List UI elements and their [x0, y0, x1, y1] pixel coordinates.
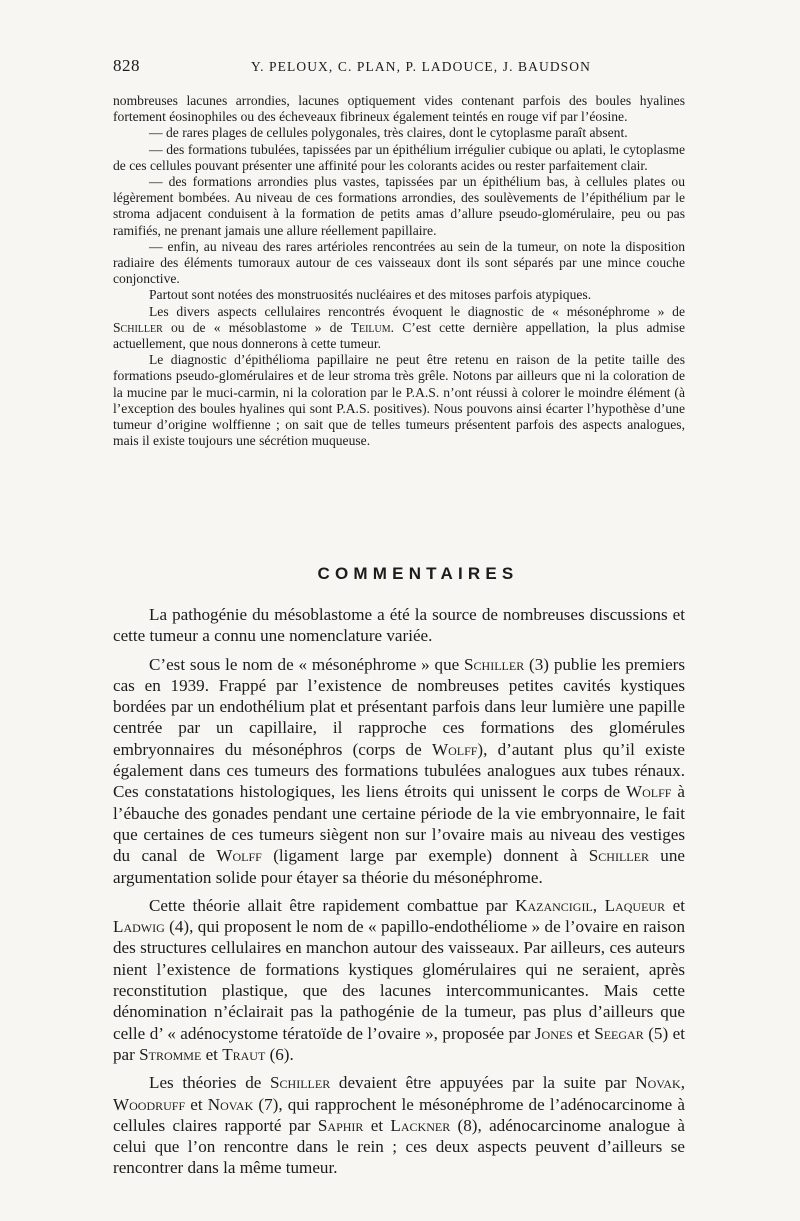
author-name: Woodruff	[113, 1094, 186, 1114]
paragraph: La pathogénie du mésoblastome a été la source de nombreuses discussions et cette tumeur a connu une nomenclature variée.	[113, 605, 685, 646]
author-name: Seegar	[594, 1023, 644, 1043]
paragraph: — de rares plages de cellules polygonales, très claires, dont le cytoplasme paraît absent.	[149, 125, 628, 141]
author-name: Novak	[207, 1094, 254, 1114]
running-head-authors: Y. PELOUX, C. PLAN, P. LADOUCE, J. BAUDSON	[251, 59, 591, 74]
author-name: Wolff	[625, 782, 672, 802]
page-number: 828	[113, 56, 140, 75]
paragraph: Partout sont notées des monstruosités nucléaires et des mitoses parfois atypiques.	[149, 287, 592, 303]
author-name: Traut	[222, 1044, 266, 1064]
author-name: Teilum	[350, 319, 391, 335]
commentary-body	[113, 604, 685, 1186]
author-name: Lackner	[390, 1115, 451, 1135]
paragraph: Cette théorie allait être rapidement combattue par Kazancigil, Laqueur et Ladwig (4), qui proposent le nom de « papillo-endothéliome » de l’ovaire en raison des structures cellulaires en manchon autour des vaisseaux. Par ailleurs, ces auteurs nient l’existence de formations kystiques glomérulaires qui ne seraient, après reconstitution plastique, que des lacunes intercommunicantes. Mais cette dénomination n’éclairait pas la pathogénie de la tumeur, pas plus d’ailleurs que celle d’ « adénocystome tératoïde de l’ovaire », proposée par Jones et Seegar (5) et par Stromme et Traut (6).	[113, 895, 685, 1064]
author-name: Saphir	[317, 1115, 364, 1135]
author-name: Novak	[635, 1073, 681, 1093]
paragraph: nombreuses lacunes arrondies, lacunes optiquement vides contenant parfois des boules hyalines fortement éosinophiles ou des écheveaux fibrineux également teintés en rouge vif par l’éosine.	[113, 93, 685, 125]
paragraph: — des formations arrondies plus vastes, tapissées par un épithélium bas, à cellules plates ou légèrement bombées. Au niveau de ces formations arrondies, des soulèvements de l’épithélium par le stroma adjacent conduisent à la formation de petits amas d’allure pseudo-glomérulaire, peu ou pas ramifiés, ne prenant jamais une allure réellement papillaire.	[113, 174, 685, 238]
author-name: Wolff	[431, 739, 478, 759]
author-name: Laqueur	[604, 895, 666, 915]
paragraph: — des formations tubulées, tapissées par un épithélium irrégulier cubique ou aplati, le cytoplasme de ces cellules pouvant présenter une affinité pour les colorants acides ou rester parfaitement clair.	[113, 141, 685, 173]
paragraph: C’est sous le nom de « mésonéphrome » que Schiller (3) publie les premiers cas en 1939. Frappé par l’existence de nombreuses petites cavités kystiques bordées par un endothélium plat et présentant parfois dans leur lumière une papille centrée par un capillaire, il rapproche ces formations des glomérules embryonnaires du mésonéphros (corps de Wolff), d’autant plus qu’il existe également dans ces tumeurs des formations tubulées analogues aux tubes rénaux. Ces constatations histologiques, les liens étroits qui unissent le corps de Wolff à l’ébauche des gonades pendant une certaine période de la vie embryonnaire, le fait que certaines de ces tumeurs siègent non sur l’ovaire mais au niveau des vestiges du canal de Wolff (ligament large par exemple) donnent à Schiller une argumentation solide pour étayer sa théorie du mésonéphrome.	[113, 654, 686, 887]
author-name: Kazancigil	[515, 895, 593, 915]
case-description	[113, 93, 685, 449]
author-name: Schiller	[270, 1073, 331, 1093]
author-name: Schiller	[113, 319, 163, 335]
page-header	[113, 56, 685, 82]
author-name: Ladwig	[113, 917, 165, 937]
diagnosis-paragraph: Les divers aspects cellulaires rencontrés évoquent le diagnostic de « mésonéphrome » de Schiller ou de « mésoblastome » de Teilum. C’est cette dernière appellation, la plus admise actuellement, que nous donnerons à cette tumeur.	[113, 303, 685, 352]
author-name: Schiller	[464, 654, 525, 674]
section-heading: COMMENTAIRES	[317, 564, 519, 583]
paragraph: — enfin, au niveau des rares artérioles rencontrées au sein de la tumeur, on note la disposition radiaire des éléments tumoraux autour de ces vaisseaux dont ils sont séparés par une mince couche conjonctive.	[113, 238, 685, 287]
author-name: Jones	[534, 1023, 573, 1043]
paragraph: Les théories de Schiller devaient être appuyées par la suite par Novak, Woodruff et Novak (7), qui rapprochent le mésonéphrome de l’adénocarcinome à cellules claires rapporté par Saphir et Lackner (8), adénocarcinome analogue à celui que l’on rencontre dans le rein ; ces deux aspects peuvent d’ailleurs se rencontrer dans la même tumeur.	[113, 1073, 686, 1178]
author-name: Schiller	[588, 846, 649, 866]
author-name: Wolff	[216, 846, 262, 866]
author-name: Stromme	[139, 1044, 202, 1064]
paragraph: Le diagnostic d’épithélioma papillaire ne peut être retenu en raison de la petite taille des formations pseudo-glomérulaires et de leur stroma très grêle. Notons par ailleurs que ni la coloration de la mucine par le muci-carmin, ni la coloration par le P.A.S. n’ont réussi à colorer le moindre élément (à l’exception des boules hyalines qui sont P.A.S. positives). Nous pouvons ainsi écarter l’hypothèse d’une tumeur d’origine wolffienne ; on sait que de telles tumeurs présentent parfois des aspects analogues, mais il existe toujours une sécrétion muqueuse.	[113, 352, 685, 449]
